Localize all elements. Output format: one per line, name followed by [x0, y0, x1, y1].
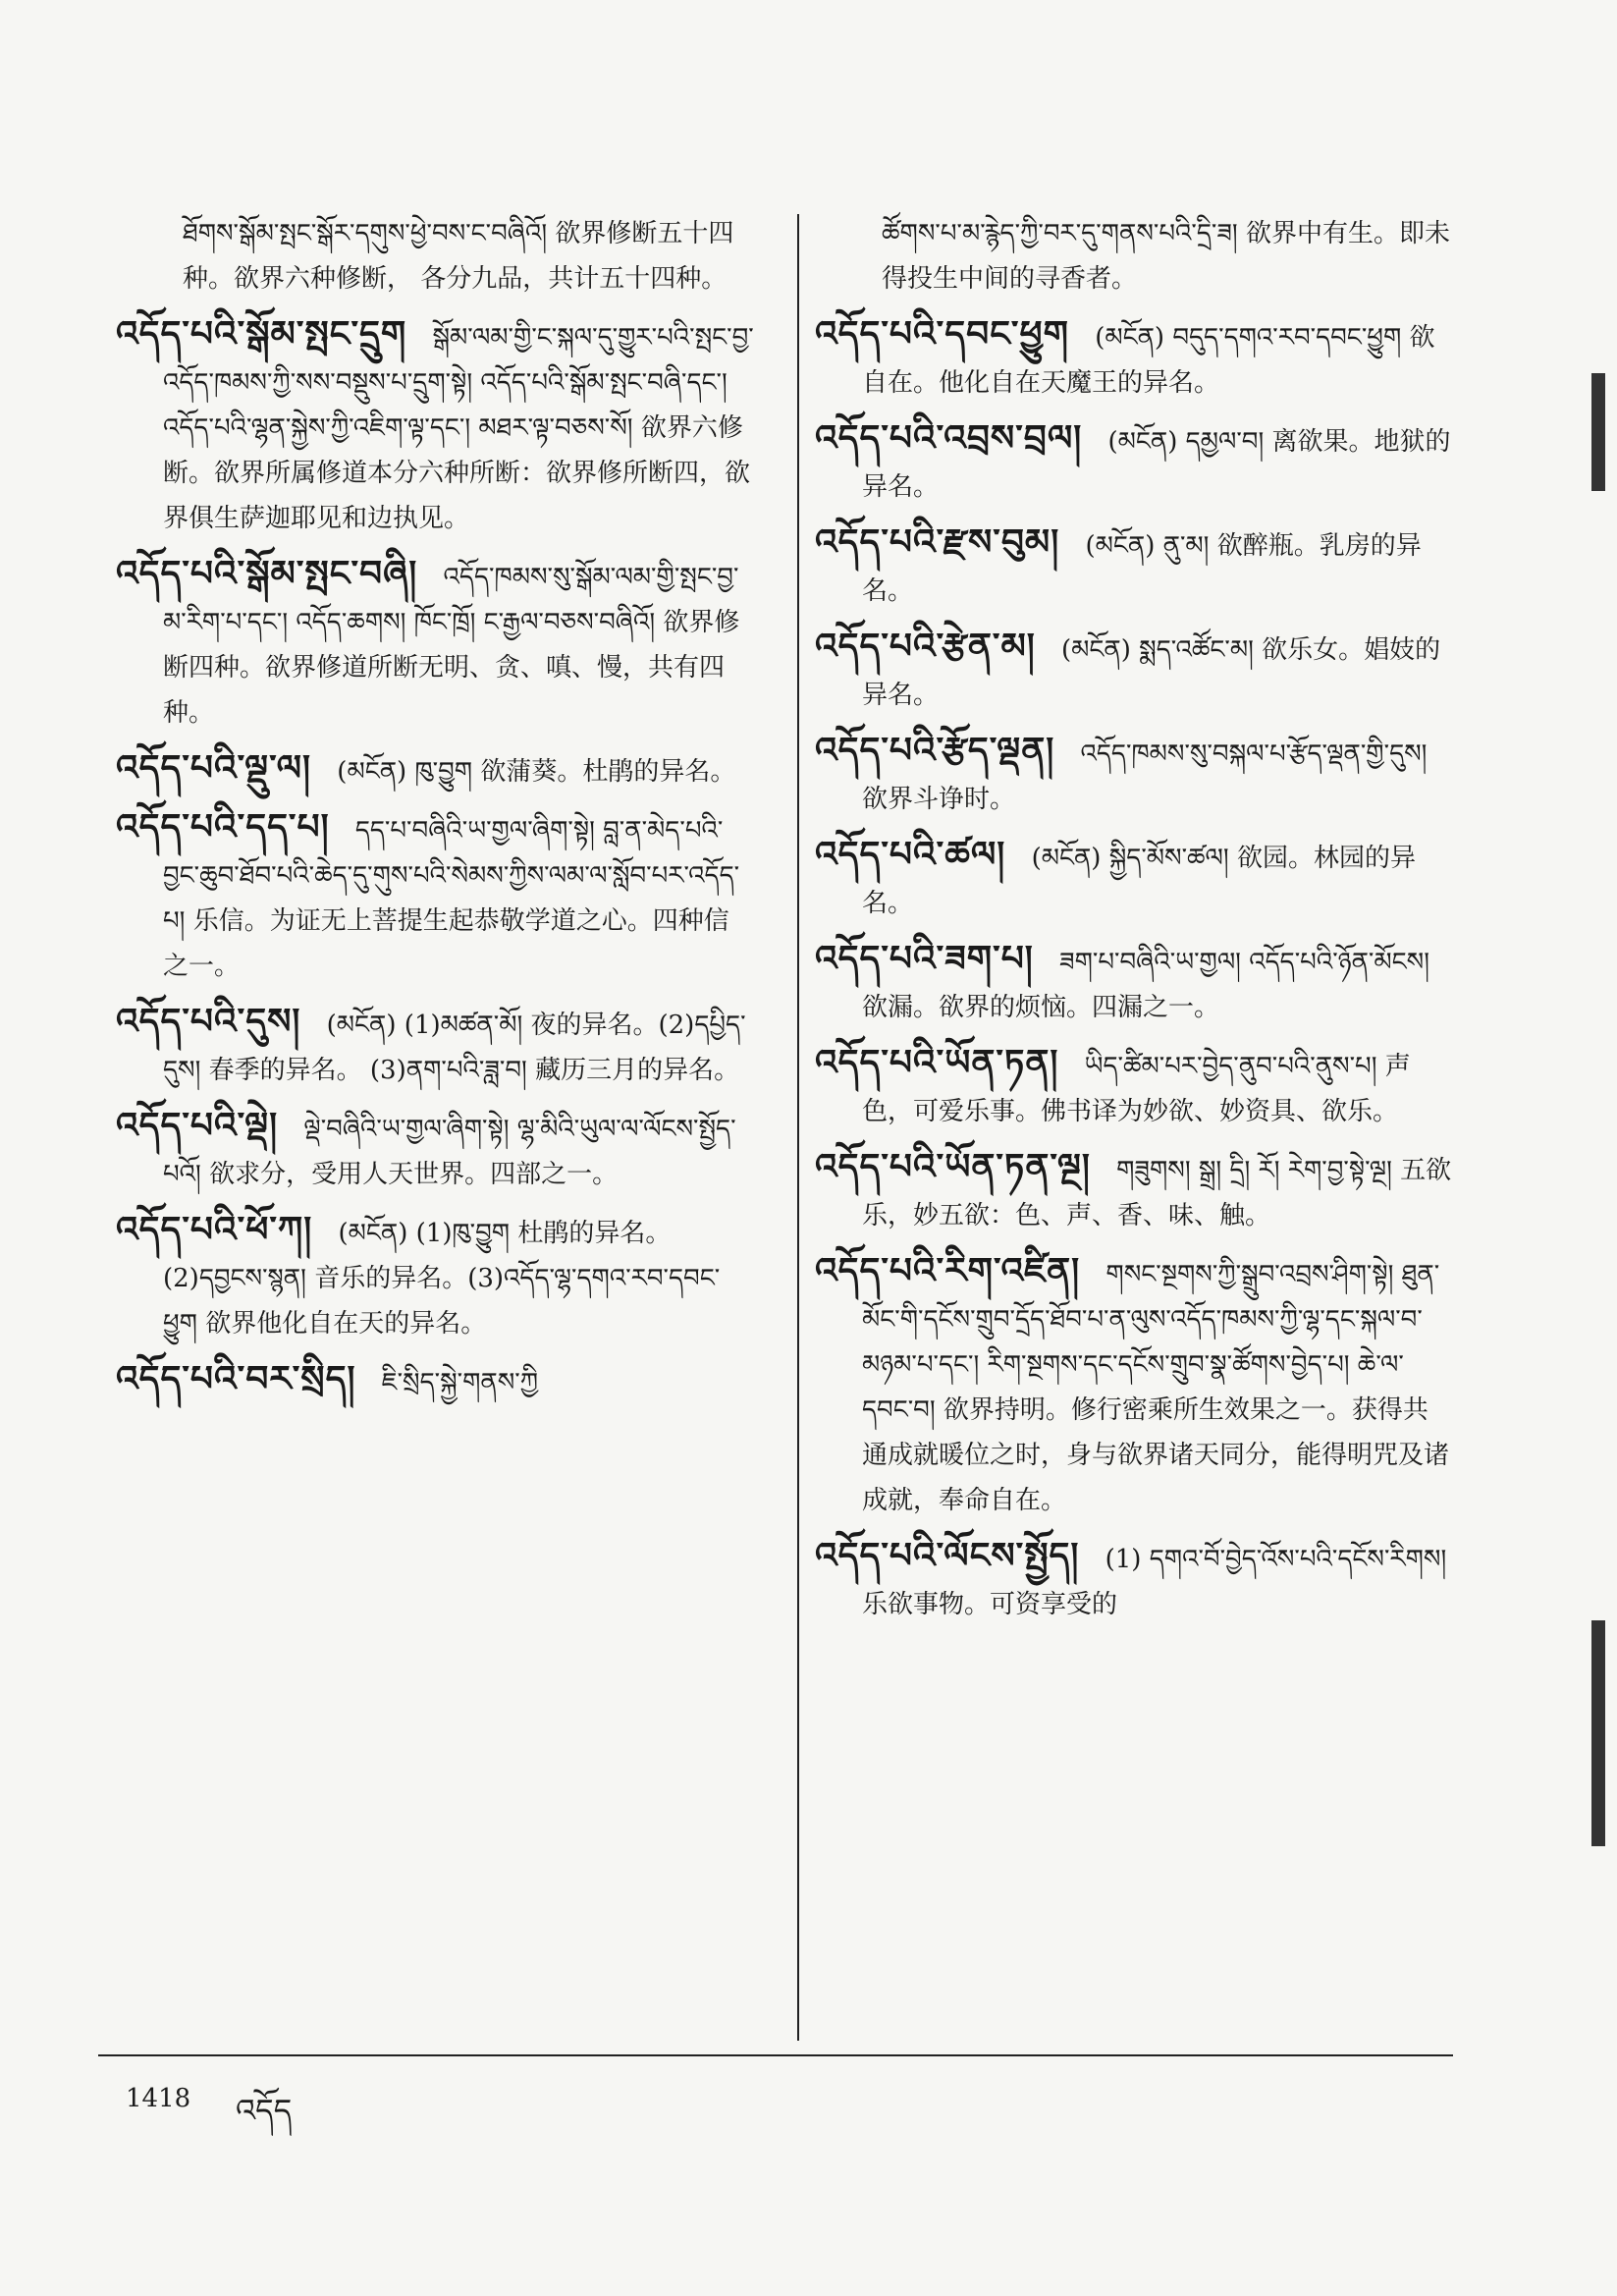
scan-margin-marks [1578, 0, 1617, 2296]
entry-headword: འདོད་པའི་རིག་འཛིན། [815, 1250, 1081, 1291]
dictionary-entry [116, 999, 754, 1093]
entry-headword: འདོད་པའི་སྒོམ་སྤང་བཞི། [116, 553, 418, 594]
entry-definition: (མངོན) ཁུ་བྱུག 欲蒲葵。杜鹃的异名。 [337, 757, 736, 787]
dictionary-entry [815, 624, 1453, 718]
running-head: འདོད [236, 2092, 293, 2129]
entry-definition: (1) དགའ་བོ་བྱེད་འོས་པའི་དངོས་རིགས། 乐欲事物。可资享受的 [862, 1545, 1447, 1619]
entry-headword: འདོད་པའི་ལྡུ་ལ། [116, 747, 312, 789]
dictionary-entry [815, 519, 1453, 614]
entry-headword: འདོད་པའི་ལོངས་སྤྱོད། [815, 1535, 1080, 1576]
dictionary-entry [815, 211, 1453, 301]
entry-definition: (མངོན) དམྱལ་བ། 离欲果。地狱的异名。 [862, 427, 1451, 502]
dictionary-entry [815, 832, 1453, 926]
scan-mark [1591, 373, 1605, 491]
entry-definition: གཟུགས། སྒྲ། དྲི། རོ། རེག་བྱ་སྟེ་ལྔ། 五欲乐，妙五欲：色、声、香、味、触。 [862, 1156, 1452, 1230]
entry-definition: དད་པ་བཞིའི་ཡ་གྱལ་ཞིག་སྟེ། བླ་ན་མེད་པའི་བྱང་ཆུབ་ཐོབ་པའི་ཆེད་དུ་གུས་པའི་སེམས་ཀྱིས་ལམ་ལ་སློབ་པར་འདོད་པ། 乐信。为证无上菩提生起恭敬学道之心。四种信之一。 [163, 816, 740, 981]
page-number: 1418 [126, 2084, 191, 2113]
dictionary-entry [815, 415, 1453, 510]
dictionary-entry [116, 1356, 754, 1405]
dictionary-entry [116, 804, 754, 989]
dictionary-entry [815, 311, 1453, 406]
entry-headword: འདོད་པའི་རྫས་བུམ། [815, 521, 1060, 563]
entry-definition: (མངོན) སྨད་འཚོང་མ། 欲乐女。娼妓的异名。 [862, 635, 1441, 710]
entry-headword: འདོད་པའི་ཡོན་ཏན་ལྔ། [815, 1146, 1091, 1187]
entry-definition: (མངོན) བདུད་དགའ་རབ་དབང་ཕྱུག 欲自在。他化自在天魔王的异名。 [862, 323, 1435, 398]
dictionary-entry [815, 1144, 1453, 1238]
entry-definition: (མངོན) (1)མཚན་མོ། 夜的异名。(2)དཔྱིད་དུས། 春季的异名。 (3)ནག་པའི་ཟླ་བ། 藏历三月的异名。 [163, 1011, 746, 1085]
entry-definition: ཐོགས་སྒོམ་སྤང་སྒོར་དགུས་ཕྱེ་བས་ང་བཞིའོ། 欲界修断五十四种。欲界六种修断， 各分九品，共计五十四种。 [183, 219, 734, 294]
dictionary-entry [116, 211, 754, 301]
entry-headword: འདོད་པའི་ཚལ། [815, 834, 1006, 875]
entry-definition: འདོད་ཁམས་སུ་སྒོམ་ལམ་གྱི་སྤང་བྱ་མ་རིག་པ་དང་། འདོད་ཆགས། ཁོང་ཁྲོ། ང་རྒྱལ་བཅས་བཞིའོ། 欲界修断四种。欲界修道所断无明、贪、嗔、慢，共有四种。 [163, 563, 740, 728]
dictionary-entry [116, 551, 754, 736]
entry-definition: ཡིད་ཚིམ་པར་བྱེད་ནུབ་པའི་ནུས་པ། 声色，可爱乐事。佛书译为妙欲、妙资具、欲乐。 [862, 1052, 1411, 1126]
dictionary-entry [815, 936, 1453, 1030]
footer-rule [98, 2054, 1453, 2056]
entry-headword: འདོད་པའི་འབྲས་བྲལ། [815, 417, 1083, 459]
entry-headword: འདོད་པའི་དབང་ཕྱུག [815, 313, 1069, 355]
left-column [116, 211, 754, 2048]
entry-headword: འདོད་པའི་ཕོ་ཀ། [116, 1209, 313, 1250]
scan-mark [1591, 1620, 1605, 1846]
entry-headword: འདོད་པའི་ཟག་པ། [815, 938, 1034, 979]
entry-definition: ཚོགས་པ་མ་རྙེད་ཀྱི་བར་དུ་གནས་པའི་དྲི་ཟ། 欲界中有生。即未得投生中间的寻香者。 [882, 219, 1450, 294]
dictionary-entry [815, 1040, 1453, 1134]
column-divider [797, 214, 799, 2041]
entry-definition: ལྡེ་བཞིའི་ཡ་གྱལ་ཞིག་སྟེ། ལྷ་མིའི་ཡུལ་ལ་ལོངས་སྤྱོད་པའོ། 欲求分，受用人天世界。四部之一。 [163, 1115, 736, 1189]
entry-definition: (མངོན) སྐྱིད་མོས་ཚལ། 欲园。林园的异名。 [862, 844, 1416, 918]
entry-definition: ཟག་པ་བཞིའི་ཡ་གྱལ། འདོད་པའི་ཉོན་མོངས། 欲漏。欲界的烦恼。四漏之一。 [862, 948, 1429, 1022]
entry-definition: གསང་སྔགས་ཀྱི་སྒྲུབ་འབྲས་ཤིག་སྟེ། ཐུན་མོང་གི་དངོས་གྲུབ་དྲོད་ཐོབ་པ་ན་ལུས་འདོད་ཁམས་ཀྱི་ལྷ་དང་སྐལ་བ་མཉམ་པ་དང་། རིག་སྔགས་དང་དངོས་གྲུབ་སྣ་ཚོགས་བྱེད་པ། ཆེ་ལ་དབང་བ། 欲界持明。修行密乘所生效果之一。获得共通成就暖位之时，身与欲界诸天同分，能得明咒及诸成就，奉命自在。 [862, 1260, 1450, 1515]
entry-headword: འདོད་པའི་ཡོན་ཏན། [815, 1042, 1059, 1083]
entry-headword: འདོད་པའི་སྒོམ་སྤང་དྲུག [116, 313, 407, 355]
dictionary-entry [116, 311, 754, 541]
entry-definition: (མངོན) (1)ཁུ་བྱུག 杜鹃的异名。(2)དབྱངས་སྙན། 音乐的异名。(3)འདོད་ལྷ་དགའ་རབ་དབང་ཕྱུག 欲界他化自在天的异名。 [163, 1219, 721, 1339]
entry-headword: འདོད་པའི་རྩོད་ལྡན། [815, 730, 1055, 771]
dictionary-entry [116, 1207, 754, 1346]
entry-headword: འདོད་པའི་དད་པ། [116, 806, 330, 847]
dictionary-entry [116, 745, 754, 794]
entry-definition: (མངོན) ནུ་མ། 欲醉瓶。乳房的异名。 [862, 531, 1422, 606]
entry-definition: སྒོམ་ལམ་གྱི་ང་སྐལ་དུ་གྱུར་པའི་སྤང་བྱ་འདོད་ཁམས་ཀྱི་སས་བསྡུས་པ་དྲུག་སྟེ། འདོད་པའི་སྒོམ་སྤང་བཞི་དང་། འདོད་པའི་ལྷན་སྐྱེས་ཀྱི་འཇིག་ལྟ་དང་། མཐར་ལྟ་བཅས་སོ། 欲界六修断。欲界所属修道本分六种所断：欲界修所断四，欲界俱生萨迦耶见和边执见。 [163, 323, 754, 533]
entry-definition: འདོད་ཁམས་སུ་བསྐལ་པ་རྩོད་ལྡན་གྱི་དུས། 欲界斗诤时。 [862, 739, 1428, 814]
dictionary-entry [815, 728, 1453, 822]
entry-definition: ཇི་སྲིད་སྐྱེ་གནས་ཀྱི [381, 1368, 539, 1397]
entry-headword: འདོད་པའི་བར་སྲིད། [116, 1358, 356, 1399]
entry-headword: འདོད་པའི་རྩེན་མ། [815, 626, 1036, 667]
dictionary-entry [815, 1248, 1453, 1523]
dictionary-entry [116, 1103, 754, 1197]
entry-headword: འདོད་པའི་ལྡེ། [116, 1105, 279, 1146]
entry-headword: འདོད་པའི་དུས། [116, 1001, 301, 1042]
right-column [815, 211, 1453, 2048]
dictionary-entry [815, 1533, 1453, 1627]
